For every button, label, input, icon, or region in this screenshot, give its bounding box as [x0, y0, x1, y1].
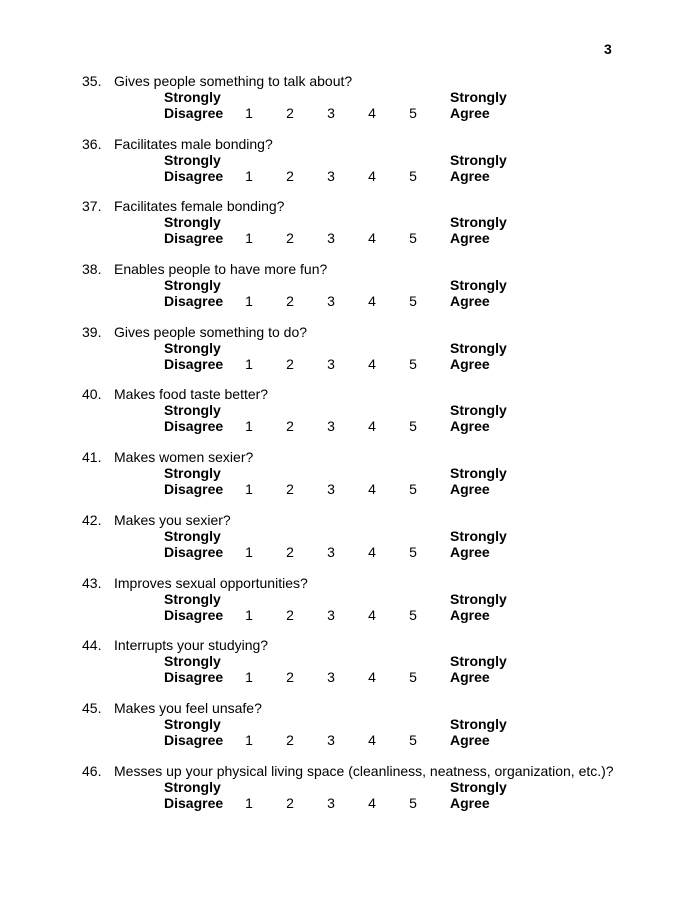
question-text: Makes you feel unsafe? [114, 699, 262, 716]
disagree-label: Disagree [164, 731, 224, 748]
scale-option-3[interactable]: 3 [327, 167, 335, 184]
question-text: Messes up your physical living space (cleanliness, neatness, organization, etc.)? [114, 762, 614, 779]
strongly-agree-label-top: Strongly [450, 402, 507, 419]
scale-option-5[interactable]: 5 [409, 606, 417, 623]
scale-option-4[interactable]: 4 [368, 293, 376, 310]
rating-scale [0, 481, 696, 497]
scale-anchor-row [0, 716, 696, 732]
strongly-disagree-label-top: Strongly [164, 277, 221, 294]
agree-label: Agree [450, 481, 490, 498]
scale-option-4[interactable]: 4 [368, 606, 376, 623]
scale-option-3[interactable]: 3 [327, 606, 335, 623]
scale-option-3[interactable]: 3 [327, 543, 335, 560]
strongly-agree-label-top: Strongly [450, 214, 507, 231]
scale-option-2[interactable]: 2 [286, 669, 294, 686]
agree-label: Agree [450, 418, 490, 435]
scale-option-3[interactable]: 3 [327, 669, 335, 686]
scale-anchor-row [0, 465, 696, 481]
rating-scale [0, 293, 696, 309]
scale-option-5[interactable]: 5 [409, 293, 417, 310]
scale-anchor-row [0, 402, 696, 418]
scale-option-1[interactable]: 1 [245, 606, 253, 623]
agree-label: Agree [450, 167, 490, 184]
rating-scale [0, 732, 696, 748]
scale-option-4[interactable]: 4 [368, 669, 376, 686]
question-text: Makes women sexier? [114, 449, 254, 466]
scale-option-5[interactable]: 5 [409, 794, 417, 811]
question-number: 41. [82, 449, 102, 466]
disagree-label: Disagree [164, 669, 224, 686]
disagree-label: Disagree [164, 355, 224, 372]
scale-option-4[interactable]: 4 [368, 794, 376, 811]
strongly-agree-label-top: Strongly [450, 778, 507, 795]
question-number: 36. [82, 135, 102, 152]
scale-option-1[interactable]: 1 [245, 167, 253, 184]
strongly-disagree-label-top: Strongly [164, 402, 221, 419]
scale-option-2[interactable]: 2 [286, 230, 294, 247]
scale-option-4[interactable]: 4 [368, 355, 376, 372]
question-number: 35. [82, 73, 102, 89]
strongly-agree-label-top: Strongly [450, 653, 507, 670]
scale-anchor-row [0, 591, 696, 607]
question-number: 43. [82, 574, 102, 591]
strongly-agree-label-top: Strongly [450, 89, 507, 105]
strongly-agree-label-top: Strongly [450, 151, 507, 168]
scale-option-3[interactable]: 3 [327, 293, 335, 310]
page-number: 3 [604, 41, 612, 57]
scale-anchor-row [0, 528, 696, 544]
scale-anchor-row [0, 89, 696, 105]
question-item [0, 763, 696, 826]
scale-option-5[interactable]: 5 [409, 418, 417, 435]
scale-option-1[interactable]: 1 [245, 543, 253, 560]
scale-option-4[interactable]: 4 [368, 167, 376, 184]
scale-option-5[interactable]: 5 [409, 481, 417, 498]
scale-option-1[interactable]: 1 [245, 230, 253, 247]
question-text: Interrupts your studying? [114, 637, 269, 654]
scale-anchor-row [0, 779, 696, 795]
strongly-agree-label-top: Strongly [450, 527, 507, 544]
scale-anchor-row [0, 214, 696, 230]
scale-option-2[interactable]: 2 [286, 606, 294, 623]
question-item [0, 73, 696, 136]
scale-option-5[interactable]: 5 [409, 355, 417, 372]
disagree-label: Disagree [164, 293, 224, 310]
strongly-disagree-label-top: Strongly [164, 590, 221, 607]
rating-scale [0, 607, 696, 623]
rating-scale [0, 418, 696, 434]
scale-option-2[interactable]: 2 [286, 543, 294, 560]
question-text: Facilitates male bonding? [114, 135, 273, 152]
question-item [0, 324, 696, 387]
scale-option-1[interactable]: 1 [245, 481, 253, 498]
scale-option-4[interactable]: 4 [368, 230, 376, 247]
question-item [0, 637, 696, 700]
scale-option-4[interactable]: 4 [368, 418, 376, 435]
strongly-agree-label-top: Strongly [450, 465, 507, 482]
scale-option-1[interactable]: 1 [245, 105, 253, 121]
scale-option-5[interactable]: 5 [409, 669, 417, 686]
question-item [0, 386, 696, 449]
strongly-agree-label-top: Strongly [450, 590, 507, 607]
scale-option-5[interactable]: 5 [409, 731, 417, 748]
agree-label: Agree [450, 105, 490, 121]
scale-option-5[interactable]: 5 [409, 543, 417, 560]
scale-option-1[interactable]: 1 [245, 293, 253, 310]
scale-option-2[interactable]: 2 [286, 355, 294, 372]
scale-anchor-row [0, 340, 696, 356]
question-number: 46. [82, 762, 102, 779]
scale-option-4[interactable]: 4 [368, 481, 376, 498]
question-number: 40. [82, 386, 102, 403]
disagree-label: Disagree [164, 481, 224, 498]
strongly-disagree-label-top: Strongly [164, 214, 221, 231]
scale-option-1[interactable]: 1 [245, 731, 253, 748]
scale-option-1[interactable]: 1 [245, 418, 253, 435]
scale-option-2[interactable]: 2 [286, 418, 294, 435]
scale-option-3[interactable]: 3 [327, 355, 335, 372]
scale-option-4[interactable]: 4 [368, 543, 376, 560]
agree-label: Agree [450, 731, 490, 748]
scale-option-1[interactable]: 1 [245, 355, 253, 372]
scale-option-3[interactable]: 3 [327, 418, 335, 435]
rating-scale [0, 795, 696, 811]
scale-option-1[interactable]: 1 [245, 669, 253, 686]
agree-label: Agree [450, 355, 490, 372]
question-text: Improves sexual opportunities? [114, 574, 308, 591]
strongly-disagree-label-top: Strongly [164, 653, 221, 670]
strongly-disagree-label-top: Strongly [164, 89, 221, 105]
scale-option-2[interactable]: 2 [286, 731, 294, 748]
strongly-agree-label-top: Strongly [450, 339, 507, 356]
question-text: Facilitates female bonding? [114, 198, 285, 215]
agree-label: Agree [450, 794, 490, 811]
question-item [0, 700, 696, 763]
rating-scale [0, 356, 696, 372]
strongly-disagree-label-top: Strongly [164, 151, 221, 168]
question-number: 45. [82, 699, 102, 716]
strongly-disagree-label-top: Strongly [164, 715, 221, 732]
question-number: 39. [82, 323, 102, 340]
scale-option-2[interactable]: 2 [286, 293, 294, 310]
question-item [0, 136, 696, 199]
question-text: Gives people something to talk about? [114, 73, 353, 89]
scale-option-5[interactable]: 5 [409, 230, 417, 247]
disagree-label: Disagree [164, 543, 224, 560]
disagree-label: Disagree [164, 167, 224, 184]
question-text: Makes food taste better? [114, 386, 269, 403]
rating-scale [0, 168, 696, 184]
scale-option-3[interactable]: 3 [327, 105, 335, 121]
disagree-label: Disagree [164, 418, 224, 435]
strongly-agree-label-top: Strongly [450, 277, 507, 294]
question-number: 38. [82, 261, 102, 278]
scale-option-2[interactable]: 2 [286, 105, 294, 121]
question-item [0, 449, 696, 512]
scale-option-3[interactable]: 3 [327, 731, 335, 748]
strongly-disagree-label-top: Strongly [164, 465, 221, 482]
disagree-label: Disagree [164, 794, 224, 811]
rating-scale [0, 105, 696, 121]
scale-option-3[interactable]: 3 [327, 794, 335, 811]
question-item [0, 198, 696, 261]
scale-option-1[interactable]: 1 [245, 794, 253, 811]
question-text: Enables people to have more fun? [114, 261, 328, 278]
question-item [0, 512, 696, 575]
rating-scale [0, 230, 696, 246]
scale-option-2[interactable]: 2 [286, 481, 294, 498]
question-item [0, 575, 696, 638]
disagree-label: Disagree [164, 230, 224, 247]
question-text: Gives people something to do? [114, 323, 308, 340]
strongly-disagree-label-top: Strongly [164, 778, 221, 795]
question-number: 44. [82, 637, 102, 654]
scale-option-5[interactable]: 5 [409, 105, 417, 121]
scale-anchor-row [0, 152, 696, 168]
agree-label: Agree [450, 669, 490, 686]
question-number: 42. [82, 511, 102, 528]
scale-option-2[interactable]: 2 [286, 167, 294, 184]
strongly-disagree-label-top: Strongly [164, 339, 221, 356]
agree-label: Agree [450, 293, 490, 310]
strongly-agree-label-top: Strongly [450, 715, 507, 732]
question-text: Makes you sexier? [114, 511, 231, 528]
scale-option-2[interactable]: 2 [286, 794, 294, 811]
question-item [0, 261, 696, 324]
scale-anchor-row [0, 277, 696, 293]
scale-option-4[interactable]: 4 [368, 105, 376, 121]
agree-label: Agree [450, 543, 490, 560]
scale-option-3[interactable]: 3 [327, 481, 335, 498]
scale-anchor-row [0, 653, 696, 669]
rating-scale [0, 544, 696, 560]
disagree-label: Disagree [164, 606, 224, 623]
agree-label: Agree [450, 606, 490, 623]
scale-option-5[interactable]: 5 [409, 167, 417, 184]
scale-option-3[interactable]: 3 [327, 230, 335, 247]
disagree-label: Disagree [164, 105, 224, 121]
scale-option-4[interactable]: 4 [368, 731, 376, 748]
strongly-disagree-label-top: Strongly [164, 527, 221, 544]
rating-scale [0, 669, 696, 685]
questionnaire [0, 73, 696, 825]
agree-label: Agree [450, 230, 490, 247]
question-number: 37. [82, 198, 102, 215]
